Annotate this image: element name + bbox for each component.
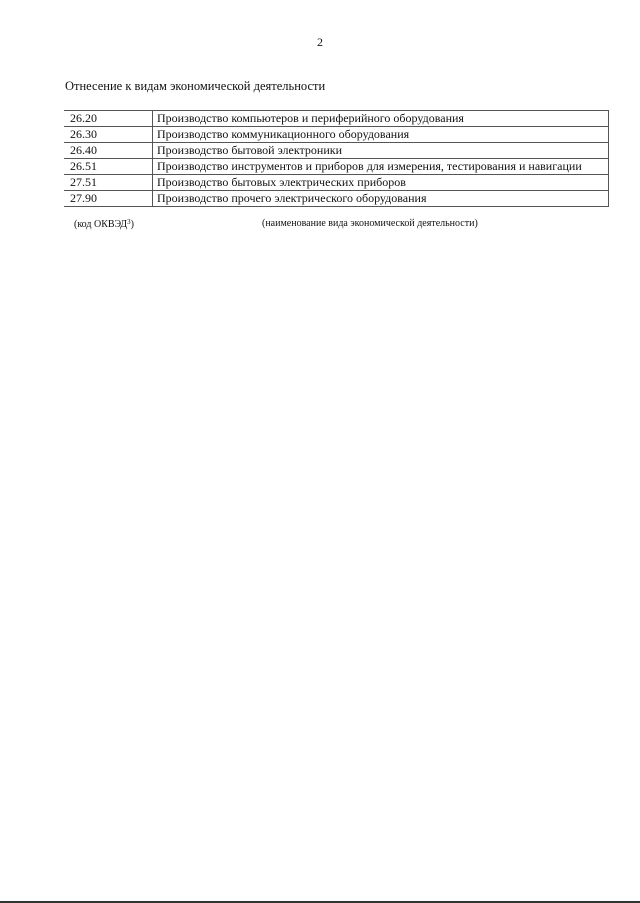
okved-code: 26.51 <box>64 159 153 175</box>
table-row <box>64 159 609 175</box>
activity-name: Производство прочего электрического оборудования <box>153 191 609 207</box>
activity-name: Производство бытовой электроники <box>153 143 609 159</box>
section-title: Отнесение к видам экономической деятельности <box>65 79 326 93</box>
activity-name: Производство бытовых электрических приборов <box>153 175 609 191</box>
okved-code: 26.30 <box>64 127 153 143</box>
activity-name: Производство инструментов и приборов для измерения, тестирования и навигации <box>153 159 609 175</box>
name-caption: (наименование вида экономической деятельности) <box>262 218 478 229</box>
activity-name: Производство компьютеров и периферийного оборудования <box>153 111 609 127</box>
table-row <box>64 127 609 143</box>
okved-code: 27.51 <box>64 175 153 191</box>
table-row <box>64 175 609 191</box>
activity-name: Производство коммуникационного оборудования <box>153 127 609 143</box>
okved-code: 26.20 <box>64 111 153 127</box>
table-row <box>64 111 609 127</box>
okved-table <box>64 110 609 207</box>
okved-code: 26.40 <box>64 143 153 159</box>
code-caption-text: (код ОКВЭД <box>74 219 128 230</box>
code-caption <box>74 218 134 230</box>
code-caption-close: ) <box>130 219 134 230</box>
page-number: 2 <box>317 35 323 49</box>
table-row <box>64 191 609 207</box>
footnote-marker: 3 <box>127 218 131 226</box>
table-row <box>64 143 609 159</box>
okved-code: 27.90 <box>64 191 153 207</box>
